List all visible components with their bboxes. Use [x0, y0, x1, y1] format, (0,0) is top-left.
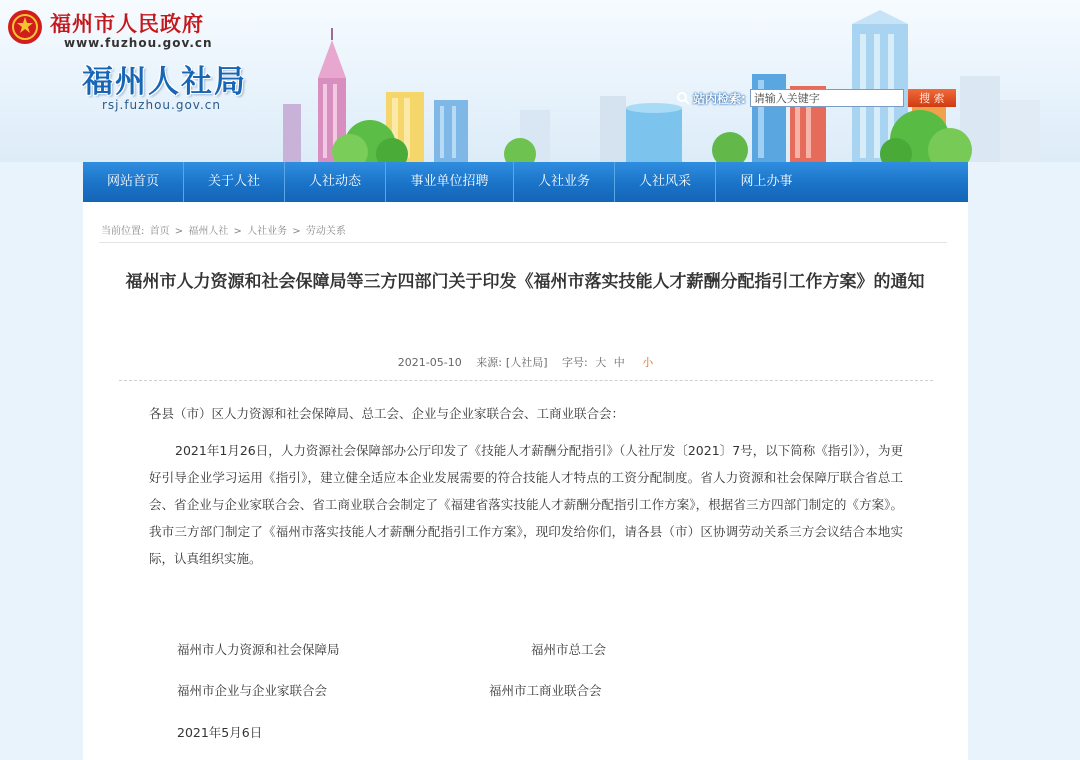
breadcrumb-item-fuzhou-hr[interactable]: 福州人社 [188, 226, 229, 237]
gov-site-name[interactable]: 福州市人民政府 [50, 12, 204, 36]
signatory-enterprise-federation: 福州市企业与企业家联合会 [177, 683, 328, 698]
search-icon [676, 91, 690, 105]
bureau-logo-text[interactable]: 福州人社局 [82, 64, 247, 100]
article-title: 福州市人力资源和社会保障局等三方四部门关于印发《福州市落实技能人才薪酬分配指引工作方案》的通知 [125, 272, 925, 292]
font-size-small-button[interactable]: 小 [642, 356, 654, 369]
breadcrumb-separator: > [292, 226, 301, 237]
bureau-site-url[interactable]: rsj.fuzhou.gov.cn [102, 98, 221, 112]
breadcrumb [101, 222, 348, 237]
source-label: 来源: [476, 356, 502, 369]
meta-divider [119, 380, 933, 381]
breadcrumb-item-hr-business[interactable]: 人社业务 [247, 226, 288, 237]
breadcrumb-separator: > [174, 226, 184, 237]
nav-item-home[interactable]: 网站首页 [83, 162, 184, 202]
article-paragraph: 2021年1月26日，人力资源社会保障部办公厅印发了《技能人才薪酬分配指引》（人社厅发〔2021〕7号，以下简称《指引》），为更好引导企业学习运用《指引》，建立健全适应本企业发展需要的符合技能人才特点的工资分配制度。省人力资源和社会保障厅联合省总工会、省企业与企业家联合会、省工商业联合会制定了《福建省落实技能人才薪酬分配指引工作方案》，根据省三方四部门制定的《方案》。我市三方部门制定了《福州市落实技能人才薪酬分配指引工作方案》，现印发给你们，请各县（市）区协调劳动关系三方会议结合本地实际，认真组织实施。 [149, 443, 903, 566]
article-date: 2021-05-10 [397, 356, 462, 369]
breadcrumb-divider [99, 242, 947, 243]
search-label: 站内检索: [693, 91, 746, 106]
nav-item-services[interactable]: 人社业务 [514, 162, 615, 202]
site-header [0, 0, 1080, 162]
nav-item-online-services[interactable]: 网上办事 [740, 174, 793, 189]
search-input[interactable] [750, 89, 904, 107]
article-salutation: 各县（市）区人力资源和社会保障局、总工会、企业与企业家联合会、工商业联合会： [149, 406, 625, 421]
nav-item-showcase[interactable]: 人社风采 [615, 162, 716, 202]
font-size-medium-button[interactable]: 中 [613, 356, 625, 369]
site-search [676, 88, 956, 108]
article-source: [人社局] [505, 356, 548, 369]
signatory-commerce-federation: 福州市工商业联合会 [489, 683, 602, 698]
nav-item-recruitment[interactable]: 事业单位招聘 [386, 162, 514, 202]
article-body [149, 400, 903, 572]
font-size-large-button[interactable]: 大 [595, 356, 607, 369]
breadcrumb-item-labor-relations[interactable]: 劳动关系 [305, 226, 346, 237]
signatory-trade-union: 福州市总工会 [531, 642, 607, 657]
gov-site-url[interactable]: www.fuzhou.gov.cn [64, 36, 213, 50]
nav-item-about[interactable]: 关于人社 [184, 162, 285, 202]
breadcrumb-separator: > [233, 226, 242, 237]
sign-date: 2021年5月6日 [177, 725, 263, 740]
search-button[interactable]: 搜 索 [908, 89, 956, 107]
breadcrumb-item-home[interactable]: 首页 [149, 226, 170, 237]
article-meta [83, 354, 968, 370]
font-size-label: 字号: [562, 356, 588, 369]
main-nav [83, 162, 968, 202]
breadcrumb-prefix: 当前位置: [101, 226, 145, 237]
nav-item-news[interactable]: 人社动态 [285, 162, 386, 202]
national-emblem-icon [6, 8, 44, 46]
article-container [83, 202, 968, 760]
signatory-hr-bureau: 福州市人力资源和社会保障局 [177, 642, 340, 657]
